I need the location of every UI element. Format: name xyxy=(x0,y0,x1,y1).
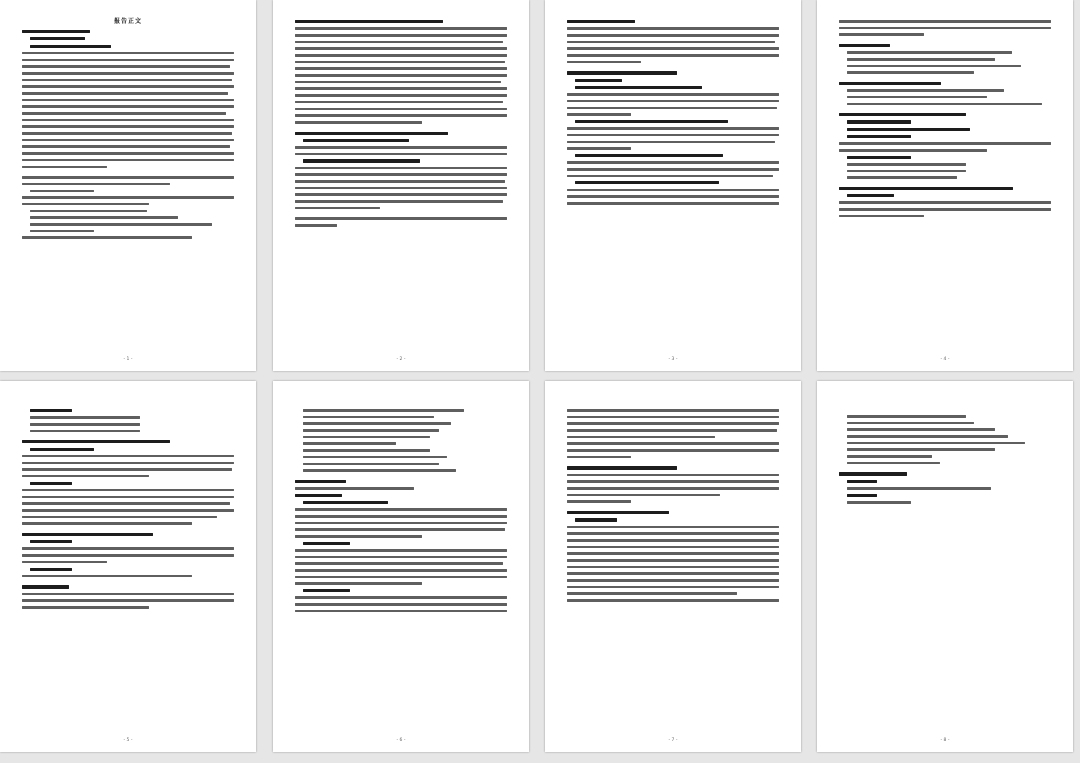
page-number: - 5 - xyxy=(123,738,133,743)
page-6-text xyxy=(295,409,507,612)
page-4-text xyxy=(839,20,1051,217)
page-number: - 7 - xyxy=(668,738,678,743)
page-1-text xyxy=(22,30,234,239)
page-number: - 1 - xyxy=(123,357,133,362)
page-8-text xyxy=(839,415,1051,504)
page-number: - 8 - xyxy=(940,738,950,743)
page-number: - 4 - xyxy=(940,357,950,362)
document-title: 报告正文 xyxy=(113,18,142,25)
page-5-text xyxy=(22,409,234,609)
page-3[interactable] xyxy=(545,0,801,371)
page-5[interactable] xyxy=(0,381,256,752)
page-2-text xyxy=(295,20,507,227)
page-1[interactable] xyxy=(0,0,256,371)
page-7[interactable] xyxy=(545,381,801,752)
page-number: - 3 - xyxy=(668,357,678,362)
page-number: - 2 - xyxy=(396,357,406,362)
page-8[interactable] xyxy=(817,381,1073,752)
page-number: - 6 - xyxy=(396,738,406,743)
page-7-text xyxy=(567,409,779,602)
page-2[interactable] xyxy=(273,0,529,371)
page-4[interactable] xyxy=(817,0,1073,371)
page-6[interactable] xyxy=(273,381,529,752)
page-3-text xyxy=(567,20,779,205)
